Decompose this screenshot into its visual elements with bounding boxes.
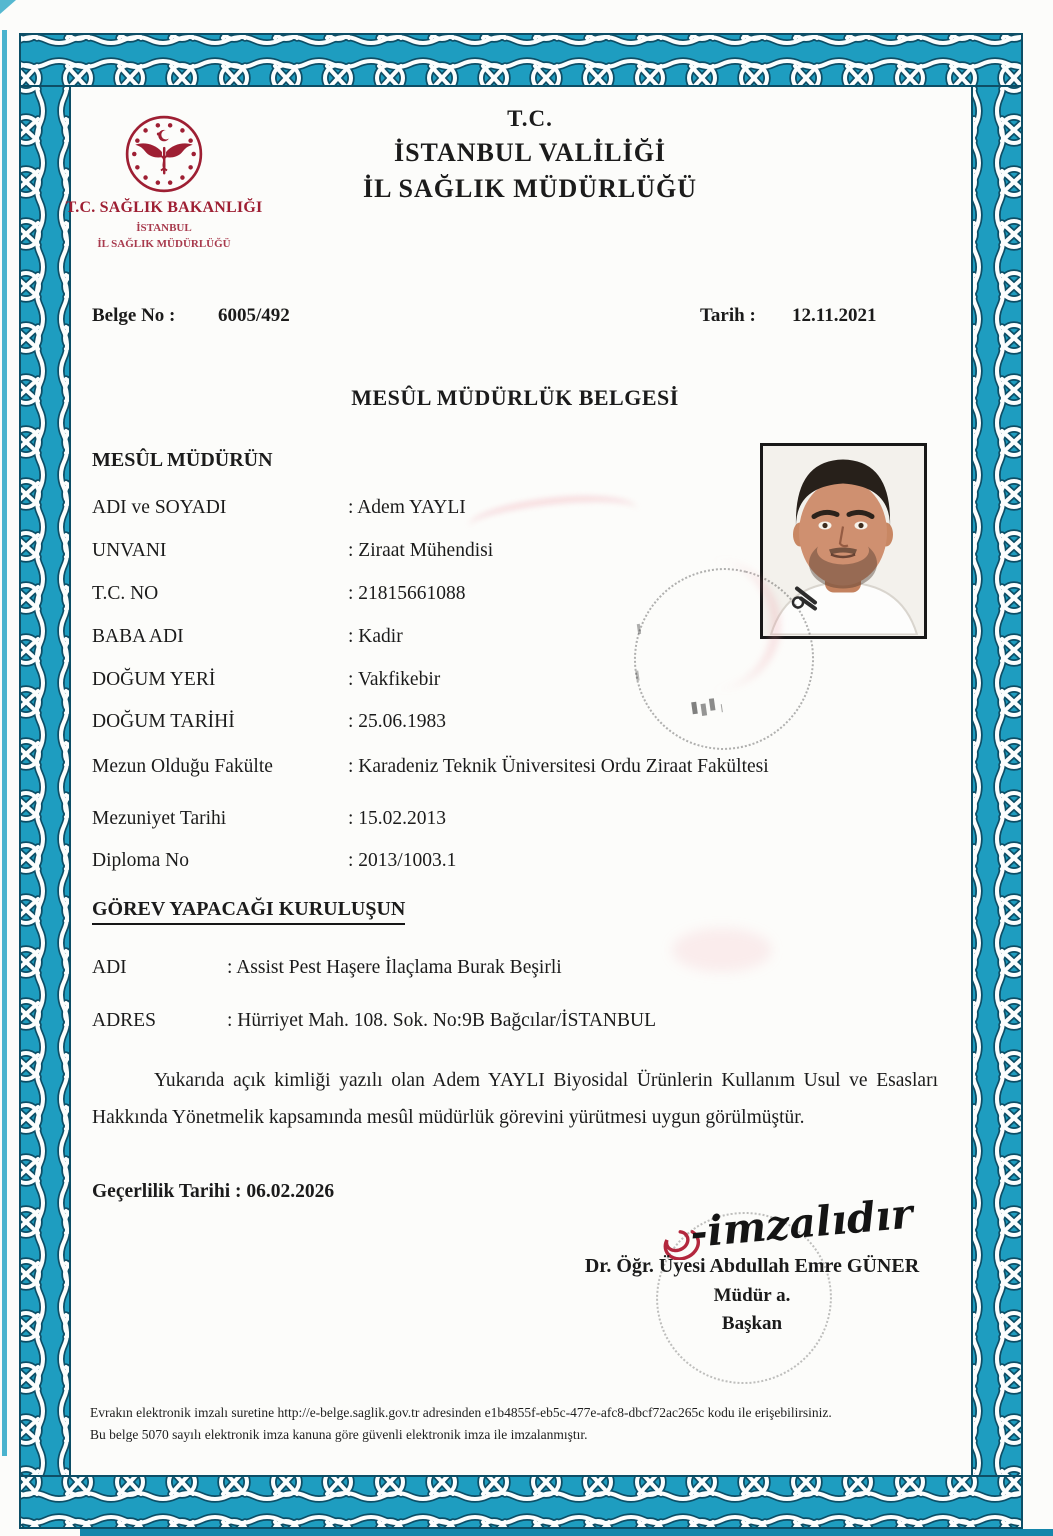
emblem-directorate: İL SAĞLIK MÜDÜRLÜĞÜ — [97, 238, 231, 250]
field-value: : 25.06.1983 — [348, 711, 447, 732]
document-title: MESÛL MÜDÜRLÜK BELGESİ — [351, 385, 679, 410]
field-label: DOĞUM TARİHİ — [92, 711, 235, 732]
field-value: : Hürriyet Mah. 108. Sok. No:9B Bağcılar/İSTANBUL — [227, 1010, 657, 1031]
field-label: ADI ve SOYADI — [92, 497, 227, 518]
field-value: : 15.02.2013 — [348, 808, 447, 829]
field-label: BABA ADI — [92, 626, 184, 647]
field-label: Mezun Olduğu Fakülte — [92, 756, 273, 777]
field-row-birth-place — [92, 669, 940, 691]
signatory-role: Müdür a. — [713, 1285, 791, 1306]
emblem-province: İSTANBUL — [136, 222, 192, 234]
field-row-graduation-date — [92, 808, 940, 830]
footer-line-law: Bu belge 5070 sayılı elektronik imza kanuna göre güvenli elektronik imza ile imzalanmıştır. — [90, 1427, 588, 1442]
org-section-heading: GÖREV YAPACAĞI KURULUŞUN — [92, 898, 405, 921]
field-row-org-name — [92, 957, 940, 979]
body-paragraph: Yukarıda açık kimliği yazılı olan Adem YAYLI Biyosidal Ürünlerin Kullanım Usul ve Esasları Hakkında Yönetmelik kapsamında mesûl müdürlük görevini yürütmesi uygun görülmüştür. — [92, 1070, 938, 1128]
validity-date: Geçerlilik Tarihi : 06.02.2026 — [92, 1181, 335, 1202]
field-label: Mezuniyet Tarihi — [92, 808, 227, 829]
date-value: 12.11.2021 — [792, 305, 877, 326]
field-label: UNVANI — [92, 540, 167, 561]
field-label: ADI — [92, 957, 127, 978]
esign-text: -imzalıdır — [688, 1189, 915, 1257]
footer-line-verification: Evrakın elektronik imzalı suretine http://e-belge.saglik.gov.tr adresinden e1b4855f-eb5c-477e-afc8-dbcf72ac265c kodu ile erişebilirsiniz. — [90, 1405, 832, 1420]
field-value: : 2013/1003.1 — [348, 850, 457, 871]
e-signature-script — [618, 1188, 968, 1260]
field-value: : Adem YAYLI — [348, 497, 466, 518]
field-label: DOĞUM YERİ — [92, 669, 216, 690]
field-label: Diploma No — [92, 850, 189, 871]
field-row-org-address — [92, 1010, 940, 1032]
signatory-name: Dr. Öğr. Üyesi Abdullah Emre GÜNER — [584, 1255, 920, 1277]
letterhead — [250, 106, 810, 204]
field-label: ADRES — [92, 1010, 156, 1031]
field-row-diploma-no — [92, 850, 940, 872]
emblem-org-name: T.C. SAĞLIK BAKANLIĞI — [65, 199, 263, 216]
document-no-label: Belge No : — [92, 305, 176, 326]
date-label: Tarih : — [700, 305, 756, 326]
health-ministry-emblem-icon — [122, 112, 206, 196]
footer-note — [90, 1402, 945, 1446]
field-value: : 21815661088 — [348, 583, 466, 604]
faint-red-smudge — [672, 928, 772, 972]
field-row-faculty — [92, 756, 940, 778]
document-no-value: 6005/492 — [218, 305, 290, 326]
field-value: : Assist Pest Haşere İlaçlama Burak Beşirli — [227, 957, 562, 978]
field-value: : Vakfikebir — [348, 669, 441, 690]
field-value: : Ziraat Mühendisi — [348, 540, 494, 561]
faint-red-stamp-arc — [642, 560, 780, 690]
manager-section-heading: MESÛL MÜDÜRÜN — [92, 449, 273, 471]
portrait-photo-image — [763, 446, 923, 635]
letterhead-directorate: İL SAĞLIK MÜDÜRLÜĞÜ — [363, 174, 697, 203]
field-value: : Kadir — [348, 626, 403, 647]
field-value: : Karadeniz Teknik Üniversitesi Ordu Ziraat Fakültesi — [348, 756, 769, 777]
letterhead-tc: T.C. — [507, 106, 553, 131]
field-label: T.C. NO — [92, 583, 159, 604]
portrait-photo — [760, 443, 927, 639]
field-row-birth-date — [92, 711, 940, 733]
letterhead-governorship: İSTANBUL VALİLİĞİ — [393, 138, 667, 167]
signatory-title: Başkan — [721, 1313, 783, 1334]
